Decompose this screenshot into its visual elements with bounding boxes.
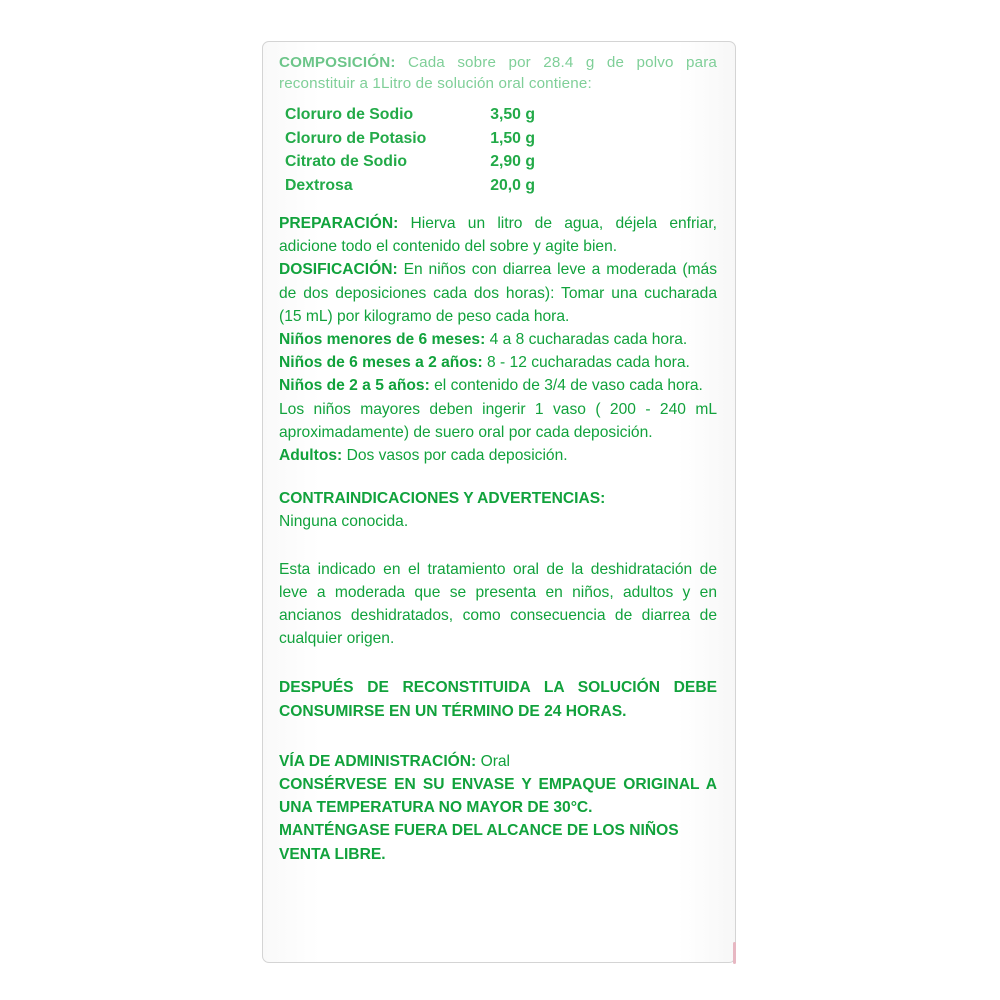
storage-instructions: CONSÉRVESE EN SU ENVASE Y EMPAQUE ORIGINAL A UNA TEMPERATURA NO MAYOR DE 30°C. [279,776,717,817]
composition-label: COMPOSICIÓN: [279,54,396,71]
ingredient-amount: 3,50 g [490,106,535,124]
preparation-text: Hierva un litro de agua, déjela enfriar, adicione todo el contenido del sobre y agite bien. [279,215,717,256]
dosage-item-text: el contenido de 3/4 de vaso cada hora. [429,377,703,395]
ingredients-table [285,103,535,197]
older-children-dosage: Los niños mayores deben ingerir 1 vaso ( 200 - 240 mL aproximadamente) de suero oral por cada deposición. [279,400,717,441]
indication-text: Esta indicado en el tratamiento oral de la deshidratación de leve a moderada que se presenta en niños, adultos y en ancianos deshidratados, como consecuencia de diarrea de cualquier origen. [279,560,717,648]
dosage-section [279,258,717,328]
ingredient-row [285,150,535,174]
ingredient-row [285,103,535,127]
contraindications-heading: CONTRAINDICACIONES Y ADVERTENCIAS: [279,490,606,508]
preparation-label: PREPARACIÓN: [279,215,399,232]
ingredient-row [285,127,535,151]
package-edge-accent [733,942,736,964]
dosage-item [279,351,717,374]
dosage-item-label: Niños de 2 a 5 años: [279,377,430,395]
dosage-text: En niños con diarrea leve a moderada (más de dos deposiciones cada dos horas): Tomar una cucharada (15 mL) por kilogramo de peso cada hora. [279,261,717,325]
ingredient-amount: 2,90 g [490,153,535,171]
dosage-item [279,374,717,397]
ingredient-name: Cloruro de Sodio [285,106,414,124]
composition-section [279,52,717,94]
adults-text: Dos vasos por cada deposición. [342,447,568,465]
ingredient-name: Cloruro de Potasio [285,129,427,147]
adults-dosage [279,444,717,467]
contraindications-section [279,487,717,533]
route-section [279,750,717,773]
ingredient-row [285,174,535,198]
package-label-panel [262,41,736,963]
sale-condition: VENTA LIBRE. [279,845,386,863]
ingredient-amount: 1,50 g [490,129,535,147]
route-text: Oral [476,752,511,770]
dosage-item [279,328,717,351]
composition-text: Cada sobre por 28.4 g de polvo para reconstituir a 1Litro de solución oral contiene: [279,54,717,92]
dosage-label: DOSIFICACIÓN: [279,261,398,279]
route-label: VÍA DE ADMINISTRACIÓN: [279,752,477,770]
dosage-item-label: Niños menores de 6 meses: [279,331,486,349]
contraindications-text: Ninguna conocida. [279,513,409,531]
preparation-section [279,212,717,258]
ingredient-name: Citrato de Sodio [285,153,407,171]
after-reconstitution-warning: DESPUÉS DE RECONSTITUIDA LA SOLUCIÓN DEBE CONSUMIRSE EN UN TÉRMINO DE 24 HORAS. [279,679,717,720]
keep-away-warning: MANTÉNGASE FUERA DEL ALCANCE DE LOS NIÑOS [279,822,679,840]
ingredient-amount: 20,0 g [490,176,535,194]
dosage-item-label: Niños de 6 meses a 2 años: [279,354,483,372]
adults-label: Adultos: [279,447,343,465]
label-content [279,52,717,866]
ingredient-name: Dextrosa [285,176,353,194]
dosage-item-text: 4 a 8 cucharadas cada hora. [485,331,688,349]
dosage-item-text: 8 - 12 cucharadas cada hora. [482,354,690,372]
